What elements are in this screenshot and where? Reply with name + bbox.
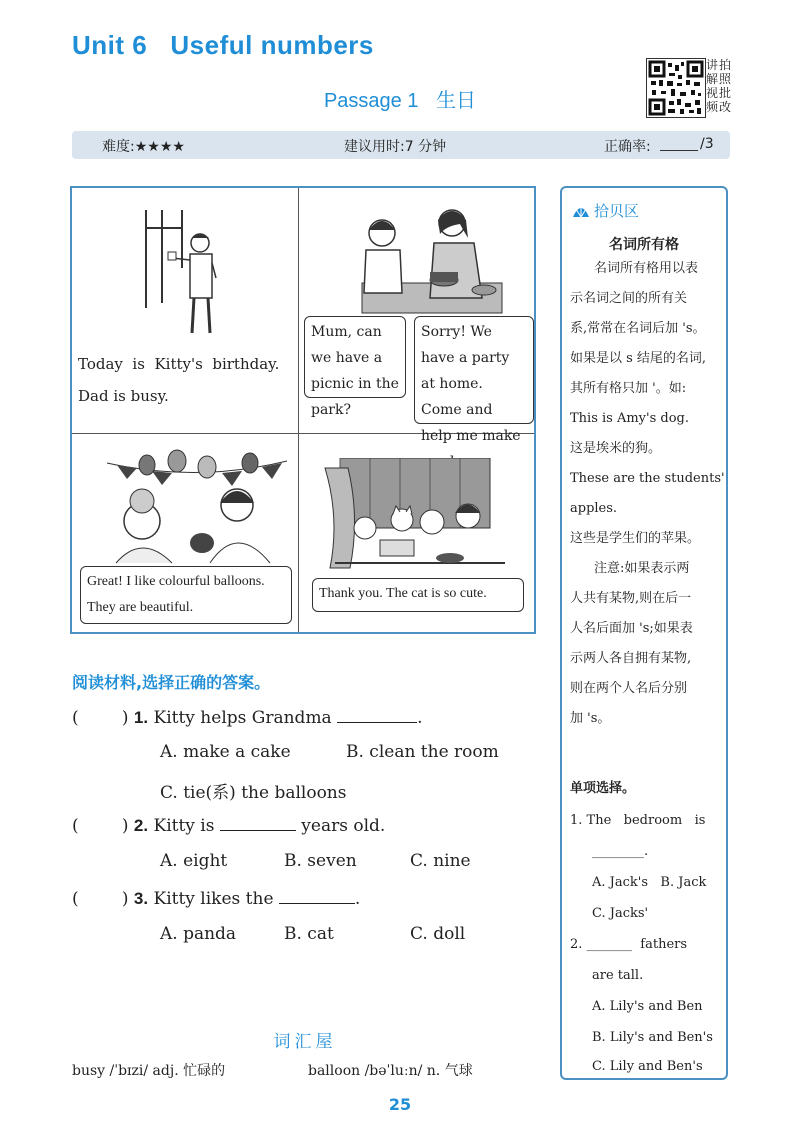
tip-line: These are the students' (570, 471, 725, 486)
exercise-option: C. Jacks' (592, 906, 649, 921)
birthday-party-illustration (320, 458, 520, 578)
sidebar-title: 拾贝区 (594, 202, 640, 220)
tips-sidebar (560, 186, 728, 1080)
tip-line: 如果是以 s 结尾的名词, (570, 351, 707, 366)
accuracy-total: /3 (700, 136, 714, 152)
exercise-option: A. Lily's and Ben (592, 999, 703, 1014)
question-stem: Kitty helps Grandma (153, 708, 332, 728)
exercise-option: A. Jack's B. Jack (592, 875, 707, 890)
tip-line: 加 's。 (570, 711, 611, 726)
qr-labels (706, 58, 732, 114)
dad-cleaning-window-illustration (132, 208, 232, 338)
option-b[interactable]: B. seven (284, 851, 357, 871)
tip-line: 人名后面加 's;如果表 (570, 621, 693, 636)
question-end: . (354, 889, 361, 909)
qr-label: 改 (719, 100, 732, 114)
kitty-and-mum-baking-illustration (322, 198, 522, 318)
question-number: 1. (133, 708, 149, 727)
panel1-caption-line: Today is Kitty's birthday. (78, 355, 280, 373)
tip-line: 注意:如果表示两 (594, 561, 690, 576)
option-b[interactable]: B. clean the room (346, 742, 499, 762)
question-number: 3. (133, 889, 149, 908)
exercise-blank[interactable]: ________. (592, 844, 649, 859)
answer-blank[interactable] (220, 814, 296, 831)
option-a[interactable]: A. eight (160, 851, 228, 871)
question-stem: Kitty is (153, 816, 215, 836)
shell-icon (572, 203, 590, 223)
question-number: 2. (133, 816, 149, 835)
speech-bubble-thanks: Thank you. The cat is so cute. (312, 578, 524, 612)
option-a[interactable]: A. make a cake (160, 742, 291, 762)
vocab-entry: balloon /bəˈluːn/ n. 气球 (308, 1063, 473, 1079)
sidebar-heading (572, 200, 639, 223)
speech-bubble-balloons: Great! I like colourful balloons. They are beautiful. (80, 566, 292, 624)
accuracy-label: 正确率: (604, 139, 651, 155)
tip-line: 人共有某物,则在后一 (570, 591, 692, 606)
answer-blank[interactable] (337, 706, 417, 723)
qr-label: 照 (719, 72, 732, 86)
speech-bubble-kitty: Mum, can we have a picnic in the park? (304, 316, 406, 398)
qr-label: 讲 (706, 58, 719, 72)
answer-paren[interactable]: ( ) (72, 889, 129, 909)
option-a[interactable]: A. panda (160, 924, 237, 944)
question-instruction: 阅读材料,选择正确的答案。 (72, 673, 271, 692)
tip-line: 系,常常在名词后加 's。 (570, 321, 706, 336)
option-c[interactable]: C. tie(系) the balloons (160, 783, 347, 803)
panel1-caption-line: Dad is busy. (78, 387, 169, 405)
panel1-caption (78, 348, 290, 412)
info-bar (72, 131, 730, 159)
exercise-line: 1. The bedroom is (570, 813, 706, 828)
tip-line: 这是埃米的狗。 (570, 441, 662, 456)
qr-label: 批 (719, 86, 732, 100)
answer-paren[interactable]: ( ) (72, 708, 129, 728)
tip-line: apples. (570, 501, 618, 516)
exercise-option: B. Lily's and Ben's (592, 1030, 713, 1045)
exercise-line: 2. _______ fathers (570, 937, 688, 952)
speech-bubble-mum: Sorry! We have a party at home. Come and help me make (414, 316, 534, 424)
exercise-line: are tall. (592, 968, 644, 983)
sidebar-subtitle: 名词所有格 (609, 237, 679, 253)
tip-line: 这些是学生们的苹果。 (570, 531, 701, 546)
vocab-entry: busy /ˈbɪzi/ adj. 忙碌的 (72, 1063, 226, 1079)
qr-label: 拍 (719, 58, 732, 72)
tip-line: 示两人各自拥有某物, (570, 651, 692, 666)
qr-code-icon[interactable] (646, 58, 706, 118)
option-b[interactable]: B. cat (284, 924, 334, 944)
question-1 (72, 706, 423, 728)
passage-topic: 生日 (436, 88, 477, 112)
grandma-and-kitty-balloons-illustration (102, 443, 292, 568)
option-c[interactable]: C. doll (410, 924, 466, 944)
passage-label: Passage 1 (323, 90, 419, 112)
qr-label: 解 (706, 72, 719, 86)
question-end: years old. (301, 816, 386, 836)
exercise-option: C. Lily and Ben's (592, 1059, 703, 1074)
tip-line: 则在两个人名后分别 (570, 681, 688, 696)
qr-label: 视 (706, 86, 719, 100)
suggested-time: 建议用时:7 分钟 (344, 139, 447, 155)
difficulty-rating: 难度:★★★★ (102, 139, 185, 155)
qr-label: 频 (706, 100, 719, 114)
question-3 (72, 887, 360, 909)
tip-line: This is Amy's dog. (570, 411, 690, 426)
option-c[interactable]: C. nine (410, 851, 471, 871)
question-2 (72, 814, 385, 836)
tip-line: 其所有格只加 '。如: (570, 381, 687, 396)
unit-title: Unit 6 Useful numbers (72, 30, 374, 60)
comic-strip (70, 186, 536, 634)
question-stem: Kitty likes the (153, 889, 274, 909)
vocab-title: 词汇屋 (273, 1032, 337, 1052)
accuracy-blank[interactable] (660, 136, 698, 151)
question-end: . (417, 708, 423, 728)
tip-line: 示名词之间的所有关 (570, 291, 688, 306)
exercise-title: 单项选择。 (570, 781, 636, 796)
answer-paren[interactable]: ( ) (72, 816, 129, 836)
tip-line: 名词所有格用以表 (594, 261, 699, 276)
answer-blank[interactable] (279, 887, 355, 904)
page-number: 25 (388, 1095, 412, 1114)
